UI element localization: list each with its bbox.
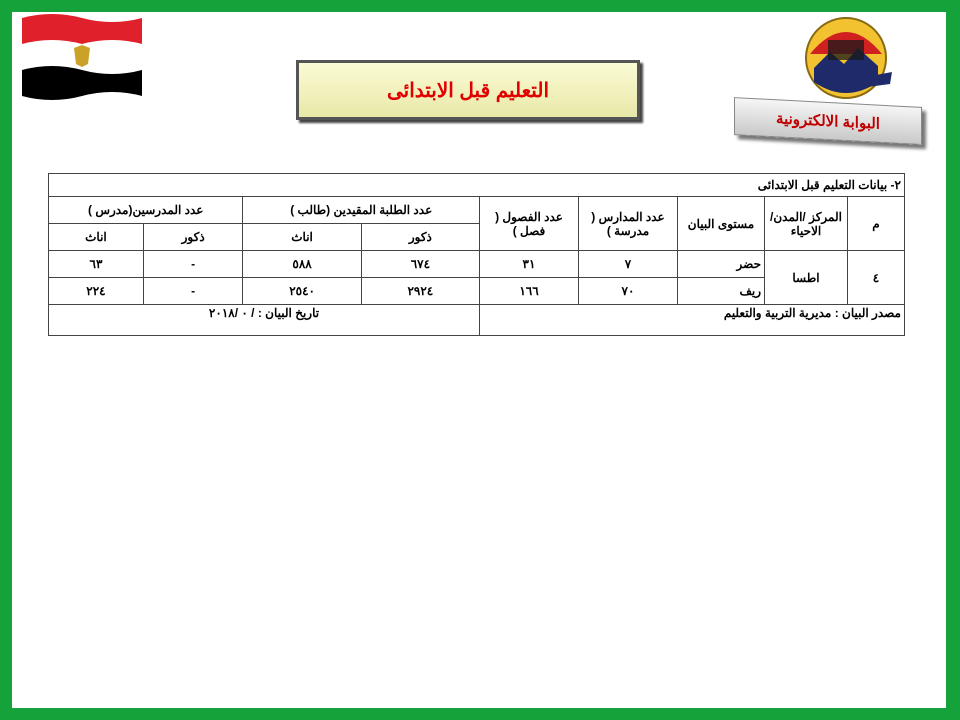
- header-students-female: اناث: [243, 224, 361, 251]
- header-classes: عدد الفصول ( فصل ): [480, 197, 579, 251]
- header-m: م: [848, 197, 905, 251]
- page-title: التعليم قبل الابتدائى: [386, 79, 549, 102]
- header-teachers-female: اناث: [49, 224, 144, 251]
- source-note: مصدر البيان : مديرية التربية والتعليم: [480, 305, 905, 336]
- cell-schools: ٧٠: [579, 278, 678, 305]
- table-footer-row: [49, 305, 905, 336]
- cell-students-female: ٢٥٤٠: [243, 278, 361, 305]
- cell-level: ريف: [678, 278, 765, 305]
- cell-level: حضر: [678, 251, 765, 278]
- table-row: [49, 251, 905, 278]
- header-students-male: ذكور: [361, 224, 479, 251]
- page-frame: [12, 12, 946, 708]
- portal-label: البوابة الالكترونية: [776, 110, 880, 133]
- page-title-box: [296, 60, 640, 120]
- cell-teachers-male: -: [143, 278, 243, 305]
- cell-teachers-female: ٦٣: [49, 251, 144, 278]
- egypt-flag-icon: [18, 12, 142, 100]
- cell-classes: ١٦٦: [480, 278, 579, 305]
- governorate-logo-icon: [800, 14, 892, 104]
- cell-students-male: ٦٧٤: [361, 251, 479, 278]
- cell-teachers-female: ٢٢٤: [49, 278, 144, 305]
- e-portal-banner[interactable]: [734, 97, 922, 145]
- cell-schools: ٧: [579, 251, 678, 278]
- center-name: اطسا: [765, 251, 848, 305]
- cell-students-female: ٥٨٨: [243, 251, 361, 278]
- table-caption: ٢- بيانات التعليم قبل الابتدائى: [49, 174, 905, 197]
- header-teachers-male: ذكور: [143, 224, 243, 251]
- date-note: تاريخ البيان : / ٠ /٢٠١٨: [49, 305, 480, 336]
- preprimary-education-table: [48, 173, 905, 336]
- cell-classes: ٣١: [480, 251, 579, 278]
- table-header-row: [49, 197, 905, 224]
- header-center: المركز /المدن/الاحياء: [765, 197, 848, 251]
- cell-teachers-male: -: [143, 251, 243, 278]
- header-level: مستوى البيان: [678, 197, 765, 251]
- header-teachers: عدد المدرسين(مدرس ): [49, 197, 243, 224]
- cell-students-male: ٢٩٢٤: [361, 278, 479, 305]
- header-students: عدد الطلبة المقيدين (طالب ): [243, 197, 480, 224]
- header-schools: عدد المدارس ( مدرسة ): [579, 197, 678, 251]
- table-caption-row: [49, 174, 905, 197]
- row-index: ٤: [848, 251, 905, 305]
